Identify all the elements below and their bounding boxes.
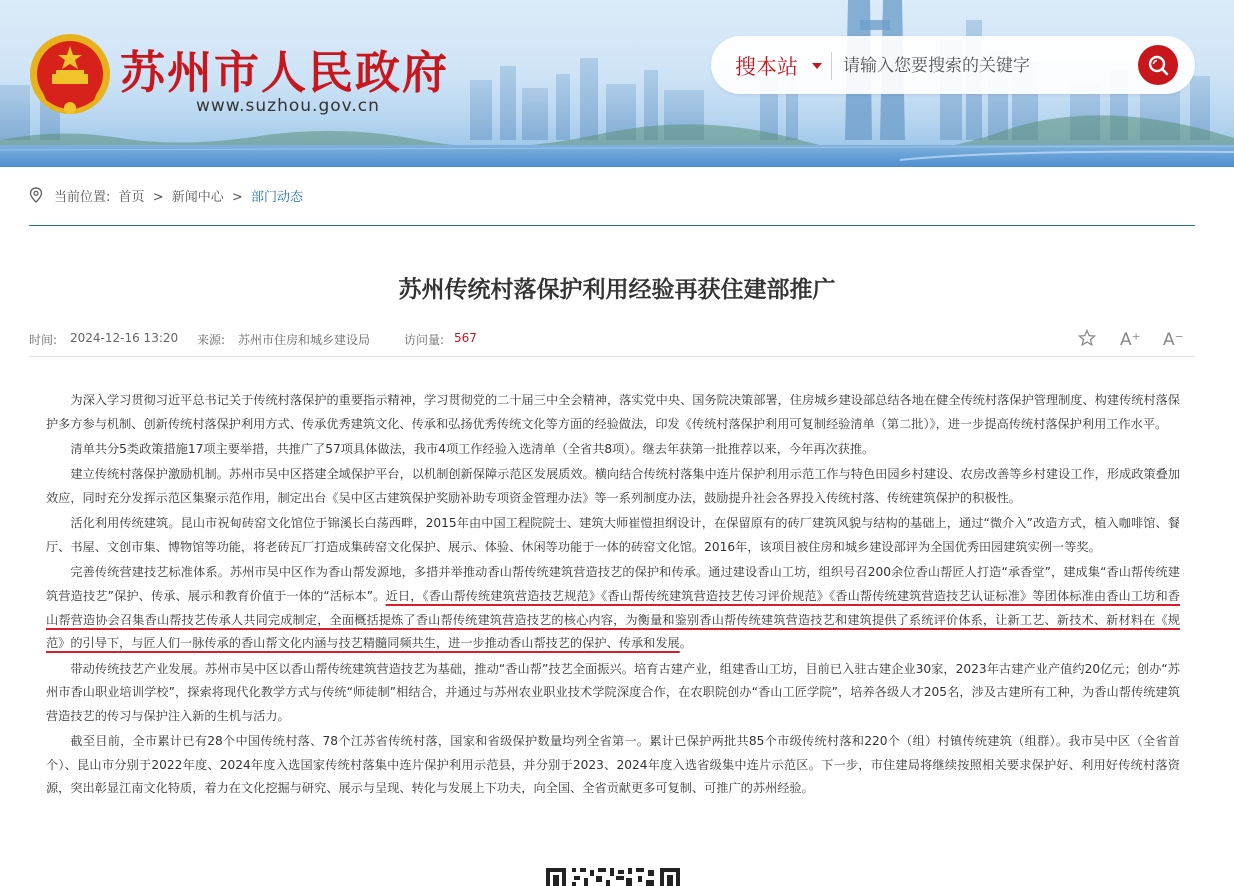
- caret-down-icon[interactable]: [812, 63, 822, 69]
- paragraph-text: 完善传统营建技艺标准体系。苏州市吴中区作为香山帮发源地，多措并举推动香山帮传统建筑营造技艺的保护和传承。通过建设香山工坊，组织号召200余位香山帮匠人打造“承香堂”，建成集“香山帮传统建筑营造技艺”保护、传承、展示和教育价值于一体的“活标本”。: [46, 565, 1180, 603]
- meta-views-label: 访问量:: [404, 333, 445, 347]
- meta-source-label: 来源:: [197, 333, 226, 347]
- favorite-button[interactable]: [1078, 329, 1096, 352]
- search-input[interactable]: [841, 50, 1135, 82]
- breadcrumb-prefix: 当前位置:: [54, 190, 111, 205]
- breadcrumb-trail: [54, 186, 307, 205]
- meta-source: 苏州市住房和城乡建设局: [238, 333, 371, 347]
- font-decrease-button[interactable]: A⁻: [1163, 330, 1184, 350]
- breadcrumb-separator: >: [152, 190, 164, 205]
- breadcrumb-current-link[interactable]: 部门动态: [250, 190, 303, 205]
- qr-code-icon: [546, 866, 680, 886]
- search-button[interactable]: [1138, 45, 1178, 85]
- national-emblem-icon: [28, 30, 112, 118]
- site-url: www.suzhou.gov.cn: [196, 96, 380, 116]
- breadcrumb-home-link[interactable]: 首页: [118, 190, 145, 205]
- search-box: [711, 36, 1195, 94]
- site-title[interactable]: 苏州市人民政府: [120, 46, 450, 99]
- location-pin-icon: [29, 187, 43, 203]
- article-title: 苏州传统村落保护利用经验再获住建部推广: [398, 277, 836, 303]
- article-paragraph: 截至目前，全市累计已有28个中国传统村落、78个江苏省传统村落，国家和省级保护数量均列全省第一。累计已保护两批共85个市级传统村落和220个（组）村镇传统建筑（组群）。我市吴中区（全省首个）、昆山市分别于2022年度、2024年度入选国家传统村落集中连片保护利用示范县，并分别于2023、2024年度入选省级集中连片示范区。下一步，市住建局将继续按照相关要求保护好、利用好传统村落资源，突出彰显江南文化特质，着力在文化挖掘与研究、展示与呈现、转化与发展上下功夫，向全国、全省贡献更多可复制、可推广的苏州经验。: [46, 734, 1180, 796]
- header-banner: [0, 0, 1234, 167]
- underlined-text: 近日，《香山帮传统建筑营造技艺规范》《香山帮传统建筑营造技艺传习评价规范》《香山帮传统建筑营造技艺认证标准》等团体标准由香山工坊和香山帮营造协会召集香山帮技艺传承人共同完成制定，全面概括提炼了香山帮传统建筑营造技艺的核心内容，为衡量和鉴别香山帮传统建筑营造技艺和建筑提供了系统评价体系，让新工艺、新技术、新材料在《规范》的引导下，与匠人们一脉传承的香山帮文化内涵与技艺精髓同频共生，进一步推动香山帮技艺的保护、传承和发展: [46, 588, 1180, 651]
- meta-views-count: 567: [454, 331, 477, 345]
- breadcrumb-news-link[interactable]: 新闻中心: [171, 190, 224, 205]
- font-increase-button[interactable]: A⁺: [1120, 330, 1141, 350]
- article-body: [46, 389, 1180, 803]
- meta-time-label: 时间:: [29, 333, 58, 347]
- search-scope-dropdown[interactable]: 搜本站: [735, 55, 798, 79]
- search-icon: [1146, 53, 1170, 77]
- article-paragraph: 建立传统村落保护激励机制。苏州市吴中区搭建全域保护平台，以机制创新保障示范区发展质效。横向结合传统村落集中连片保护利用示范工作与特色田园乡村建设、农房改善等乡村建设工作，形成政策叠加效应，同时充分发挥示范区集聚示范作用，制定出台《吴中区古建筑保护奖励补助专项资金管理办法》等一系列制度办法，鼓励提升社会各界投入传统村落、传统建筑保护的积极性。: [46, 467, 1180, 505]
- search-divider: [831, 52, 832, 80]
- article-paragraph: 为深入学习贯彻习近平总书记关于传统村落保护的重要指示精神，学习贯彻党的二十届三中全会精神，落实党中央、国务院决策部署，住房城乡建设部总结各地在健全传统村落保护管理制度、构建传统村落保护多方参与机制、创新传统村落保护利用方式、传承优秀建筑文化、传承和弘扬优秀传统文化等方面的经验做法，印发《传统村落保护利用可复制经验清单（第二批）》，进一步提高传统村落保护利用工作水平。: [46, 393, 1180, 431]
- star-outline-icon: [1078, 329, 1096, 347]
- paragraph-text: 。: [679, 636, 692, 651]
- breadcrumb: [29, 185, 1195, 226]
- breadcrumb-separator: >: [231, 190, 243, 205]
- article-meta: [29, 330, 1195, 357]
- article-paragraph: 带动传统技艺产业发展。苏州市吴中区以香山帮传统建筑营造技艺为基础，推动“香山帮”技艺全面振兴。培育古建产业，组建香山工坊，目前已入驻古建企业30家，2023年古建产业产值约20亿元；创办“苏州市香山职业培训学校”，探索将现代化教学方式与传统“师徒制”相结合，并通过与苏州农业职业技术学院深度合作，在农职院创办“香山工匠学院”，培养各级人才205名，涉及古建所有工种，为香山帮传统建筑营造技艺的传习与保护注入新的生机与活力。: [46, 661, 1180, 723]
- article-paragraph: 活化利用传统建筑。昆山市祝甸砖窑文化馆位于锦溪长白荡西畔，2015年由中国工程院院士、建筑大师崔愷担纲设计，在保留原有的砖厂建筑风貌与结构的基础上，通过“微介入”改造方式，植入咖啡馆、餐厅、书屋、文创市集、博物馆等功能，将老砖瓦厂打造成集砖窑文化保护、展示、体验、休闲等功能于一体的砖窑文化馆。2016年，该项目被住房和城乡建设部评为全国优秀田园建筑实例一等奖。: [46, 516, 1180, 554]
- article-paragraph: 清单共分5类政策措施17项主要举措，共推广了57项具体做法，我市4项工作经验入选清单（全省共8项）。继去年获第一批推荐以来，今年再次获推。: [70, 441, 875, 456]
- article-paragraph: [46, 561, 1180, 655]
- meta-time: 2024-12-16 13:20: [70, 331, 179, 345]
